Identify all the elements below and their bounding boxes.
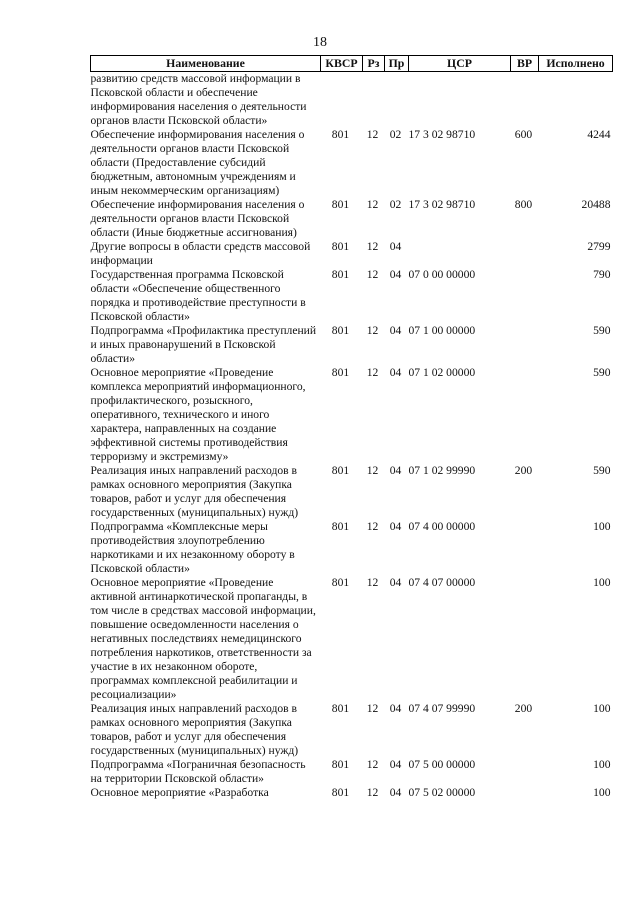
cell-vr: 200 [514, 702, 533, 715]
cell-name: Реализация иных направлений расходов в рамках основного мероприятия (Закупка товаров, работ и услуг для обеспечения государственных (муниципальных) нужд) [90, 702, 299, 757]
cell-done: 4244 [587, 128, 611, 141]
cell-rz: 12 [366, 324, 379, 337]
cell-name: Государственная программа Псковской области «Обеспечение общественного порядка и противодействие преступности в Псковской области» [90, 268, 306, 323]
cell-rz: 12 [366, 758, 379, 771]
cell-vr [511, 786, 539, 800]
cell-name: Обеспечение информирования населения о деятельности органов власти Псковской области (Иные бюджетные ассигнования) [90, 198, 305, 239]
cell-rz: 12 [366, 786, 379, 799]
header-name: Наименование [91, 56, 321, 72]
cell-csr: 07 5 00 00000 [408, 758, 476, 771]
cell-csr: 07 4 07 00000 [408, 576, 476, 589]
cell-rz: 12 [366, 366, 379, 379]
table-row [91, 520, 613, 576]
cell-csr: 07 5 02 00000 [408, 786, 476, 799]
cell-name: Основное мероприятие «Разработка [90, 786, 269, 799]
cell-vr: 600 [514, 128, 533, 141]
cell-vr [511, 324, 539, 366]
cell-csr: 07 4 00 00000 [408, 520, 476, 533]
cell-done: 590 [593, 464, 611, 477]
cell-csr: 17 3 02 98710 [408, 198, 476, 211]
table-row [91, 324, 613, 366]
cell-name: Основное мероприятие «Проведение активной антинаркотической пропаганды, в том числе в средствах массовой информации, повышение осведомленности населения о негативных последствиях немедицинского потребления наркотиков, ответственности за участие в их незаконном обороте, программах комплексной реабилитации и ресоциализации» [90, 576, 316, 701]
cell-rz: 12 [366, 268, 379, 281]
cell-kvsr: 801 [331, 520, 350, 533]
table-row [91, 72, 613, 129]
cell-pr: 04 [389, 576, 402, 589]
cell-csr: 07 4 07 99990 [408, 702, 476, 715]
cell-pr: 02 [389, 128, 402, 141]
cell-kvsr: 801 [331, 786, 350, 799]
cell-name: Подпрограмма «Профилактика преступлений и иных правонарушений в Псковской области» [90, 324, 317, 365]
cell-pr: 02 [389, 198, 402, 211]
cell-pr: 04 [389, 786, 402, 799]
cell-done: 20488 [581, 198, 611, 211]
cell-pr: 04 [389, 520, 402, 533]
cell-vr [511, 520, 539, 576]
cell-pr [385, 72, 409, 129]
table-row [91, 464, 613, 520]
table-header [91, 56, 613, 72]
budget-table [90, 55, 613, 800]
cell-csr [409, 240, 511, 268]
table-body [91, 72, 613, 801]
cell-rz: 12 [366, 128, 379, 141]
cell-done [539, 72, 613, 129]
cell-rz: 12 [366, 464, 379, 477]
table-row [91, 366, 613, 464]
cell-kvsr: 801 [331, 366, 350, 379]
cell-csr: 07 1 02 00000 [408, 366, 476, 379]
cell-name: Подпрограмма «Комплексные меры противодействия злоупотреблению наркотиками и их незаконному обороту в Псковской области» [90, 520, 295, 575]
cell-kvsr: 801 [331, 464, 350, 477]
cell-pr: 04 [389, 702, 402, 715]
cell-vr: 200 [514, 464, 533, 477]
cell-vr [511, 366, 539, 464]
cell-csr: 17 3 02 98710 [408, 128, 476, 141]
cell-done: 100 [593, 576, 611, 589]
table-row [91, 702, 613, 758]
cell-kvsr [321, 72, 363, 129]
cell-pr: 04 [389, 240, 402, 253]
cell-done: 590 [593, 324, 611, 337]
table-row [91, 128, 613, 198]
cell-kvsr: 801 [331, 198, 350, 211]
cell-done: 790 [593, 268, 611, 281]
cell-done: 100 [593, 786, 611, 799]
cell-name: Реализация иных направлений расходов в рамках основного мероприятия (Закупка товаров, работ и услуг для обеспечения государственных (муниципальных) нужд) [90, 464, 299, 519]
cell-vr [511, 576, 539, 702]
cell-pr: 04 [389, 366, 402, 379]
table-row [91, 786, 613, 800]
cell-name: Основное мероприятие «Проведение комплекса мероприятий информационного, профилактического, розыскного, оперативного, технического и иного характера, направленных на создание эффективной системы противодействия терроризму и экстремизму» [90, 366, 306, 463]
cell-kvsr: 801 [331, 268, 350, 281]
cell-name: Другие вопросы в области средств массовой информации [90, 240, 311, 267]
cell-kvsr: 801 [331, 702, 350, 715]
header-rz: Рз [363, 56, 385, 72]
table-row [91, 268, 613, 324]
cell-vr [511, 758, 539, 786]
cell-csr: 07 1 02 99990 [408, 464, 476, 477]
header-kvsr: КВСР [321, 56, 363, 72]
cell-kvsr: 801 [331, 240, 350, 253]
header-csr: ЦСР [409, 56, 511, 72]
cell-kvsr: 801 [331, 324, 350, 337]
cell-name: Подпрограмма «Пограничная безопасность на территории Псковской области» [90, 758, 306, 785]
table-row [91, 758, 613, 786]
cell-csr [409, 72, 511, 129]
cell-done: 100 [593, 758, 611, 771]
cell-rz: 12 [366, 702, 379, 715]
cell-vr [511, 240, 539, 268]
cell-pr: 04 [389, 464, 402, 477]
cell-kvsr: 801 [331, 758, 350, 771]
cell-rz [363, 72, 385, 129]
cell-vr [511, 72, 539, 129]
cell-done: 100 [593, 702, 611, 715]
cell-csr: 07 0 00 00000 [408, 268, 476, 281]
cell-name: Обеспечение информирования населения о деятельности органов власти Псковской области (Предоставление субсидий бюджетным, автономным учреждениям и иным некоммерческим организациям) [90, 128, 305, 197]
cell-pr: 04 [389, 324, 402, 337]
cell-done: 100 [593, 520, 611, 533]
cell-vr: 800 [514, 198, 533, 211]
header-pr: Пр [385, 56, 409, 72]
table-row [91, 240, 613, 268]
cell-kvsr: 801 [331, 576, 350, 589]
cell-csr: 07 1 00 00000 [408, 324, 476, 337]
cell-rz: 12 [366, 576, 379, 589]
page-number: 18 [313, 35, 327, 50]
header-vr: ВР [511, 56, 539, 72]
cell-kvsr: 801 [331, 128, 350, 141]
cell-vr [511, 268, 539, 324]
table-row [91, 198, 613, 240]
cell-rz: 12 [366, 240, 379, 253]
cell-done: 590 [593, 366, 611, 379]
cell-done: 2799 [587, 240, 611, 253]
cell-rz: 12 [366, 520, 379, 533]
cell-pr: 04 [389, 758, 402, 771]
cell-rz: 12 [366, 198, 379, 211]
table-row [91, 576, 613, 702]
header-done: Исполнено [539, 56, 613, 72]
cell-pr: 04 [389, 268, 402, 281]
cell-name: развитию средств массовой информации в Псковской области и обеспечение информирования населения о деятельности органов власти Псковской области» [90, 72, 307, 127]
